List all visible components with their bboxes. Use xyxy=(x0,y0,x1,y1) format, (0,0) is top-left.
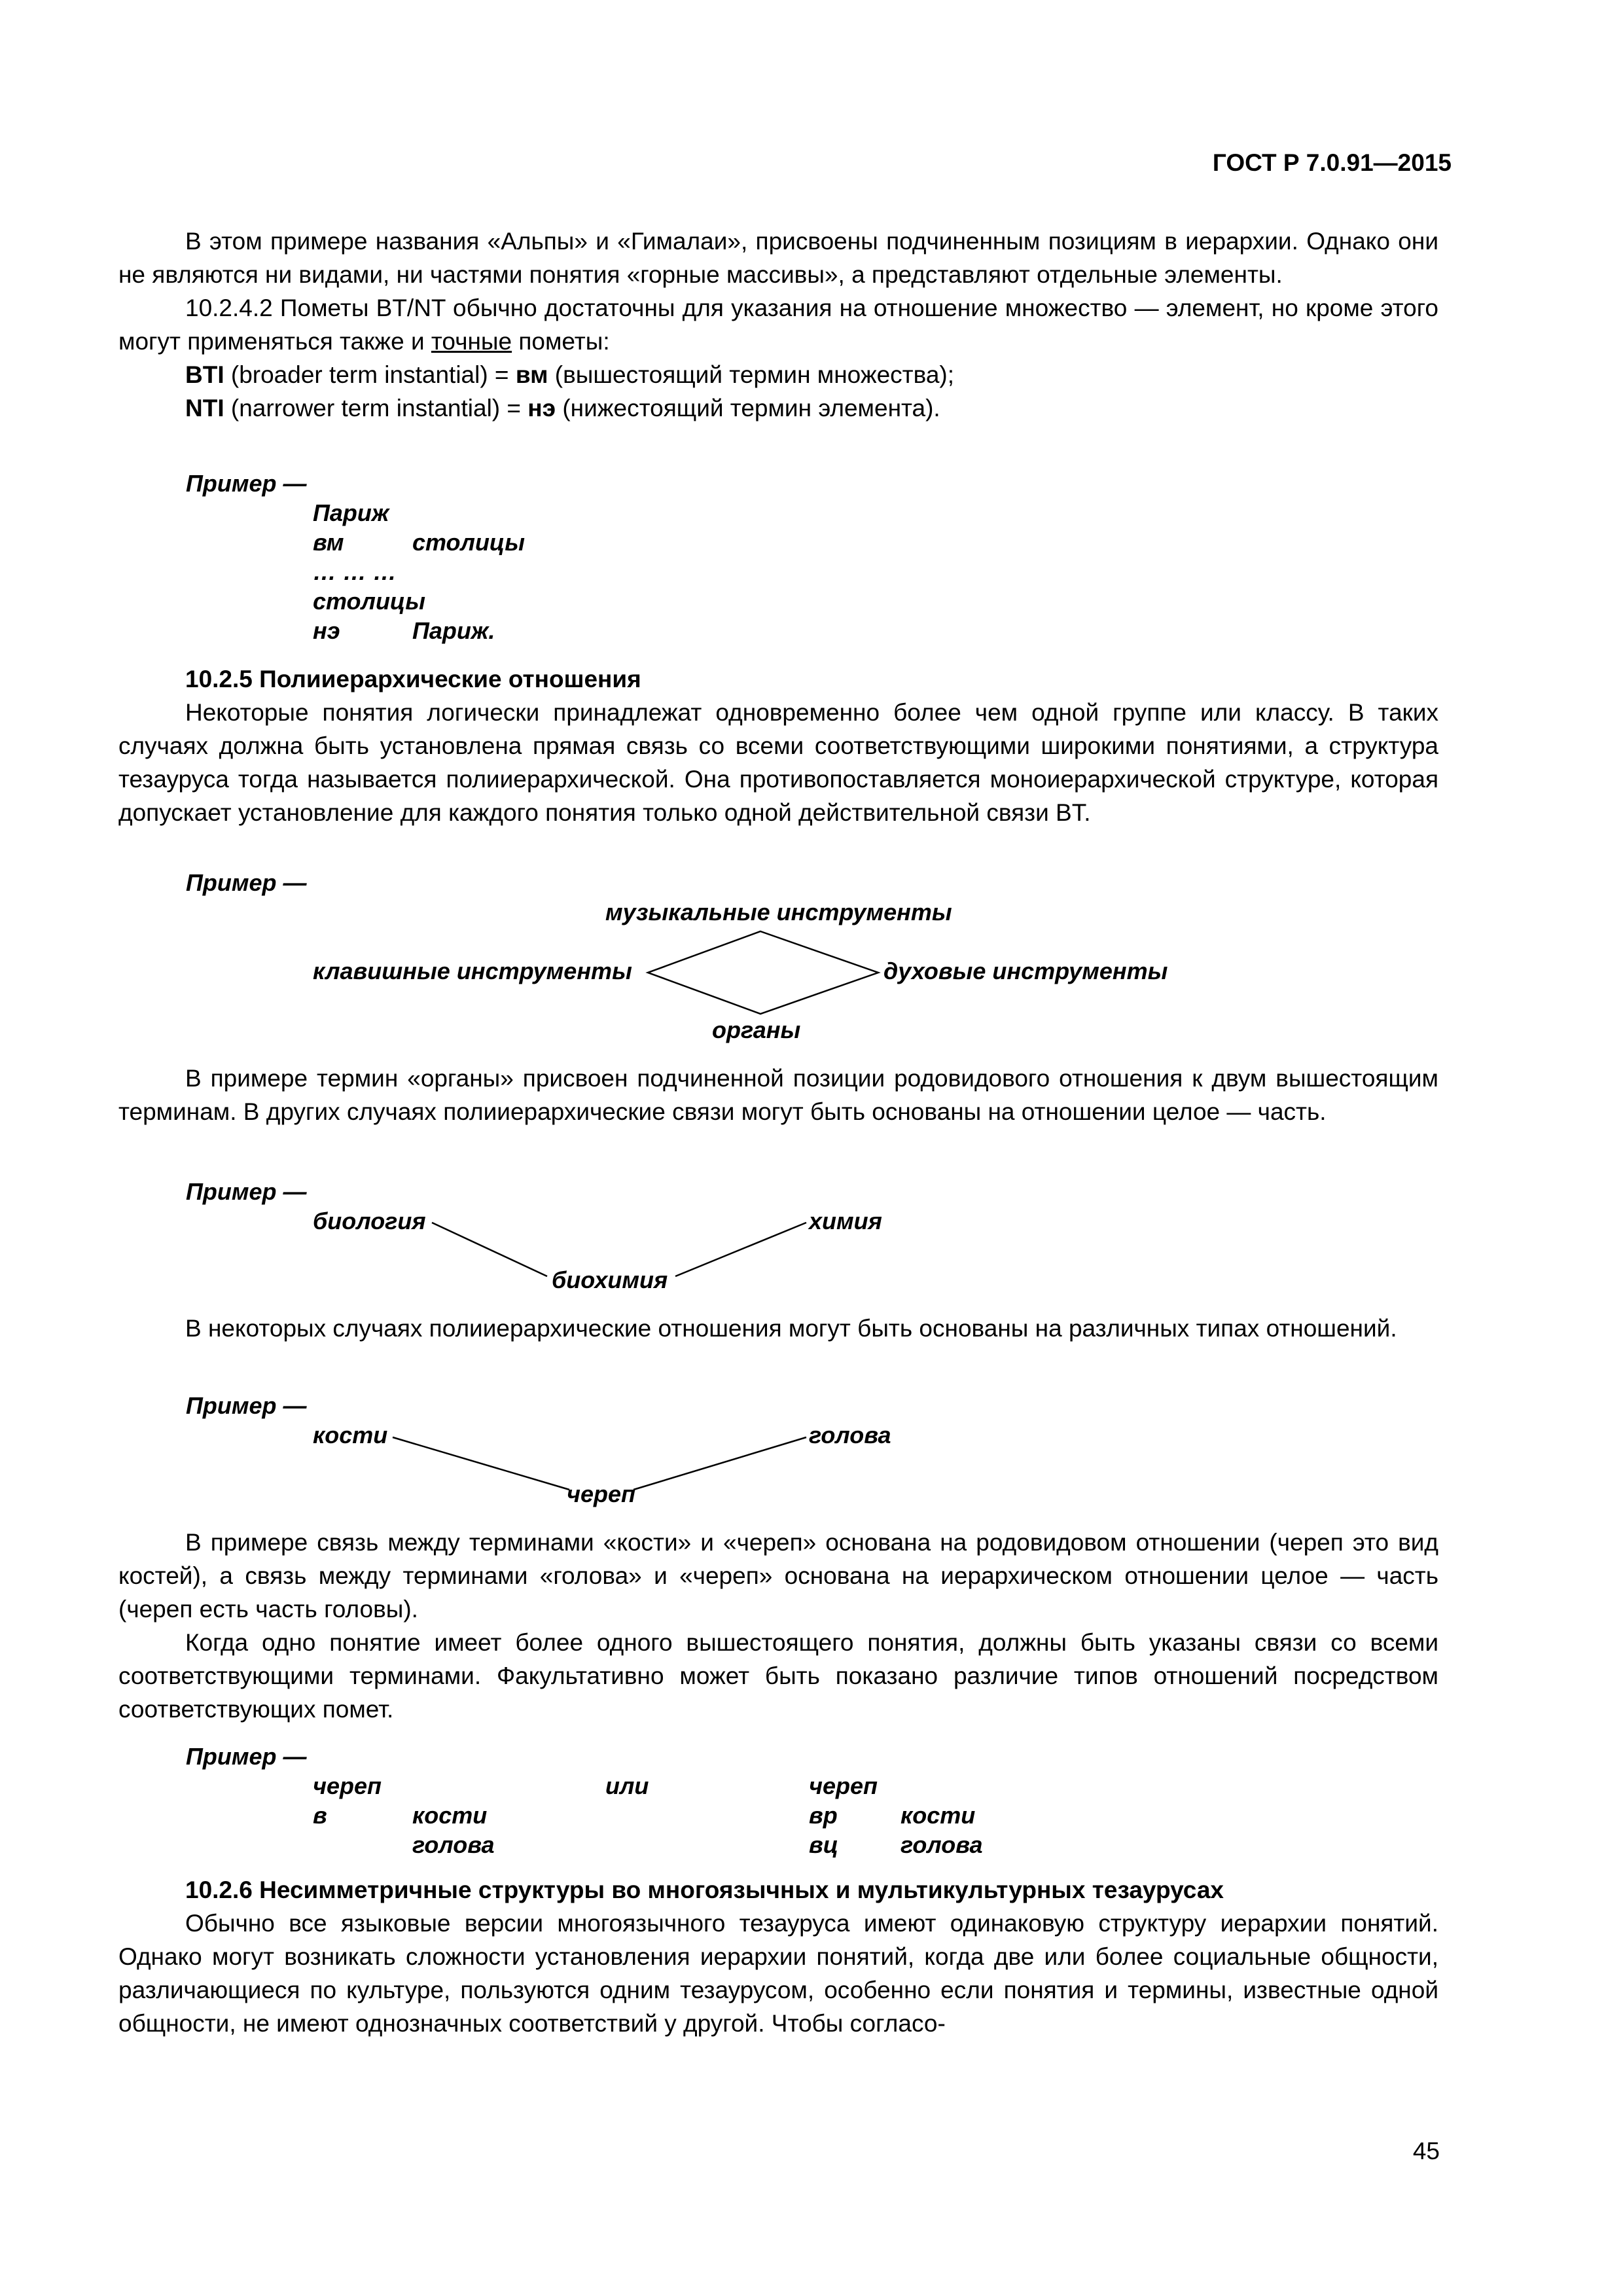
ex5-b-term-2: кости xyxy=(901,1802,976,1829)
ex3-line-right xyxy=(675,1223,806,1276)
para2-underlined: точные xyxy=(431,328,512,355)
ex2-diamond xyxy=(648,931,878,1014)
section-heading-10-2-5: 10.2.5 Полииерархические отношения xyxy=(185,666,641,692)
ex1-line4: столицы xyxy=(313,588,425,615)
paragraph-polyhierarchy: Некоторые понятия логически принадлежат одновременно более чем одной группе или классу. В таких случаях должна быть установлена прямая связь со всеми соответствующими широкими понятиями, а структура тезауруса тогда называется полииерархической. Она противопоставляется моноиерархической структуре, которая допускает установление для каждого понятия только одной действительной связи BT. xyxy=(118,699,1438,826)
nti-text: (narrower term instantial) = xyxy=(224,395,528,422)
nti-desc: (нижестоящий термин элемента). xyxy=(556,395,940,422)
paragraph-alps: В этом примере названия «Альпы» и «Гималаи», присвоены подчиненным позициям в иерархии. Однако они не являются ни видами, ни частями понятия «горные массивы», а представляют отдельные элементы. xyxy=(118,228,1438,288)
ex5-a-term-2: кости xyxy=(412,1802,488,1829)
ex5-a-term-3: голова xyxy=(412,1831,495,1858)
ex3-right-term: химия xyxy=(809,1208,882,1234)
page-number: 45 xyxy=(1412,2138,1440,2164)
ex4-right-term: голова xyxy=(809,1422,891,1448)
ex2-top-term: музыкальные инструменты xyxy=(605,899,952,925)
nti-ru: нэ xyxy=(527,395,556,422)
ex4-line-left xyxy=(393,1437,569,1490)
ex5-b-mark-2: вр xyxy=(809,1802,838,1829)
ex1-line5-mark: нэ xyxy=(313,617,340,644)
bti-code: BTI xyxy=(185,361,224,388)
ex3-line-left xyxy=(432,1223,547,1276)
example-label-1: Пример — xyxy=(186,470,307,497)
paragraph-organs: В примере термин «органы» присвоен подчиненной позиции родовидового отношения к двум вышестоящим терминам. В других случаях полииерархические связи могут быть основаны на отношении целое — часть. xyxy=(118,1065,1438,1125)
paragraph-multilingual: Обычно все языковые версии многоязычного тезауруса имеют одинаковую структуру иерархии понятий. Однако могут возникать сложности установления иерархии понятий, когда две или более социальные общности, различающиеся по культуре, пользуются одним тезаурусом, особенно если понятия и термины, известные одной общности, не имеют однозначных соответствий у другой. Чтобы согласо- xyxy=(118,1910,1438,2037)
ex2-left-term: клавишные инструменты xyxy=(313,958,632,984)
example-label-3: Пример — xyxy=(186,1178,307,1205)
ex1-line2-term: столицы xyxy=(412,529,525,556)
ex4-line-right xyxy=(633,1437,806,1490)
ex5-b-mark-3: вц xyxy=(809,1831,838,1858)
ex1-line3: … … … xyxy=(313,558,397,585)
para2-text-a: 10.2.4.2 Пометы BT/NT обычно достаточны для указания на отношение множество — элемент, но кроме этого могут применяться также и xyxy=(118,295,1438,355)
ex4-bottom-term: череп xyxy=(567,1480,636,1507)
example-label-4: Пример — xyxy=(186,1392,307,1419)
ex3-bottom-term: биохимия xyxy=(552,1266,668,1293)
ex1-line1: Париж xyxy=(313,499,389,526)
section-heading-10-2-6: 10.2.6 Несимметричные структуры во многоязычных и мультикультурных тезаурусах xyxy=(185,1876,1224,1903)
example-label-5: Пример — xyxy=(186,1743,307,1770)
ex2-right-term: духовые инструменты xyxy=(883,958,1168,984)
ex5-b-term-3: голова xyxy=(901,1831,983,1858)
paragraph-different-types: В некоторых случаях полииерархические отношения могут быть основаны на различных типах отношений. xyxy=(185,1315,1397,1342)
ex1-line5-term: Париж. xyxy=(412,617,495,644)
ex4-left-term: кости xyxy=(313,1422,388,1448)
ex2-bottom-term: органы xyxy=(712,1016,801,1043)
paragraph-bones-skull: В примере связь между терминами «кости» и «череп» основана на родовидовом отношении (череп это вид костей), а связь между терминами «голова» и «череп» основана на иерархическом отношении целое — часть (череп есть часть головы). xyxy=(118,1529,1438,1623)
para2-text-b: пометы: xyxy=(512,328,610,355)
ex3-left-term: биология xyxy=(313,1208,426,1234)
ex5-b-head: череп xyxy=(809,1772,878,1799)
paragraph-multiple-broader: Когда одно понятие имеет более одного вышестоящего понятия, должны быть указаны связи со всеми соответствующими терминами. Факультативно может быть показано различие типов отношений посредством соответствующих помет. xyxy=(118,1629,1438,1723)
bti-ru: вм xyxy=(515,361,548,388)
bti-desc: (вышестоящий термин множества); xyxy=(548,361,955,388)
example-label-2: Пример — xyxy=(186,869,307,896)
document-header: ГОСТ Р 7.0.91—2015 xyxy=(1212,149,1452,176)
ex1-line2-mark: вм xyxy=(313,529,344,556)
ex5-or: или xyxy=(605,1772,649,1799)
bti-text: (broader term instantial) = xyxy=(224,361,516,388)
ex5-a-mark-2: в xyxy=(313,1802,327,1829)
nti-code: NTI xyxy=(185,395,224,422)
ex5-a-head: череп xyxy=(313,1772,382,1799)
